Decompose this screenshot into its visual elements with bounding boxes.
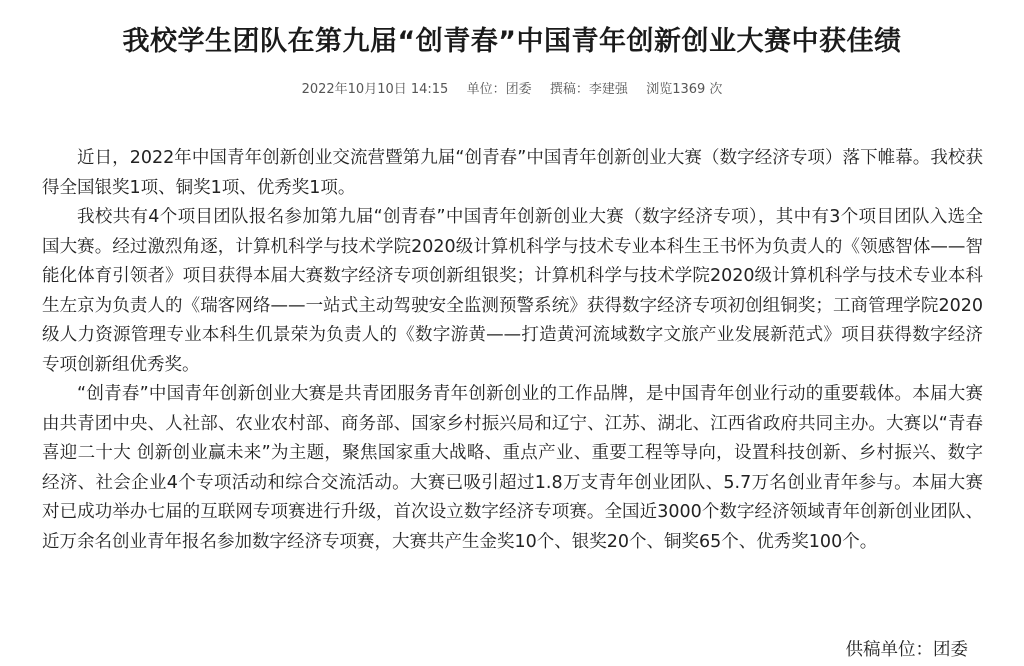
paragraph: 近日，2022年中国青年创新创业交流营暨第九届“创青春”中国青年创新创业大赛（数字经济专项）落下帷幕。我校获得全国银奖1项、铜奖1项、优秀奖1项。 <box>42 148 983 198</box>
paragraph: 我校共有4个项目团队报名参加第九届“创青春”中国青年创新创业大赛（数字经济专项），其中有3个项目团队入选全国大赛。经过激烈角逐，计算机科学与技术学院2020级计算机科学与技术专业本科生王书怀为负责人的《领感智体——智能化体育引领者》项目获得本届大赛数字经济专项创新组银奖；计算机科学与技术学院2020级计算机科学与技术专业本科生左京为负责人的《瑞客网络——一站式主动驾驶安全监测预警系统》获得数字经济专项初创组铜奖；工商管理学院2020级人力资源管理专业本科生仉景荣为负责人的《数字游黄——打造黄河流域数字文旅产业发展新范式》项目获得数字经济专项创新组优秀奖。 <box>42 207 983 375</box>
article-signature: 供稿单位：团委 <box>845 640 968 660</box>
article-body <box>42 144 983 557</box>
article-title: 我校学生团队在第九届“创青春”中国青年创新创业大赛中获佳绩 <box>122 26 902 57</box>
article-author: 撰稿：李建强 <box>549 82 628 97</box>
article-meta <box>0 80 1024 100</box>
publish-unit: 单位：团委 <box>466 82 532 97</box>
paragraph: “创青春”中国青年创新创业大赛是共青团服务青年创新创业的工作品牌，是中国青年创业行动的重要载体。本届大赛由共青团中央、人社部、农业农村部、商务部、国家乡村振兴局和辽宁、江苏、湖北、江西省政府共同主办。大赛以“青春喜迎二十大 创新创业赢未来”为主题，聚焦国家重大战略、重点产业、重要工程等导向，设置科技创新、乡村振兴、数字经济、社会企业4个专项活动和综合交流活动。大赛已吸引超过1.8万支青年创业团队、5.7万名创业青年参与。本届大赛对已成功举办七届的互联网专项赛进行升级，首次设立数字经济专项赛。全国近3000个数字经济领域青年创新创业团队、近万余名创业青年报名参加数字经济专项赛，大赛共产生金奖10个、银奖20个、铜奖65个、优秀奖100个。 <box>42 384 983 552</box>
publish-date: 2022年10月10日 14:15 <box>301 82 449 97</box>
view-count: 浏览1369 次 <box>646 82 723 97</box>
